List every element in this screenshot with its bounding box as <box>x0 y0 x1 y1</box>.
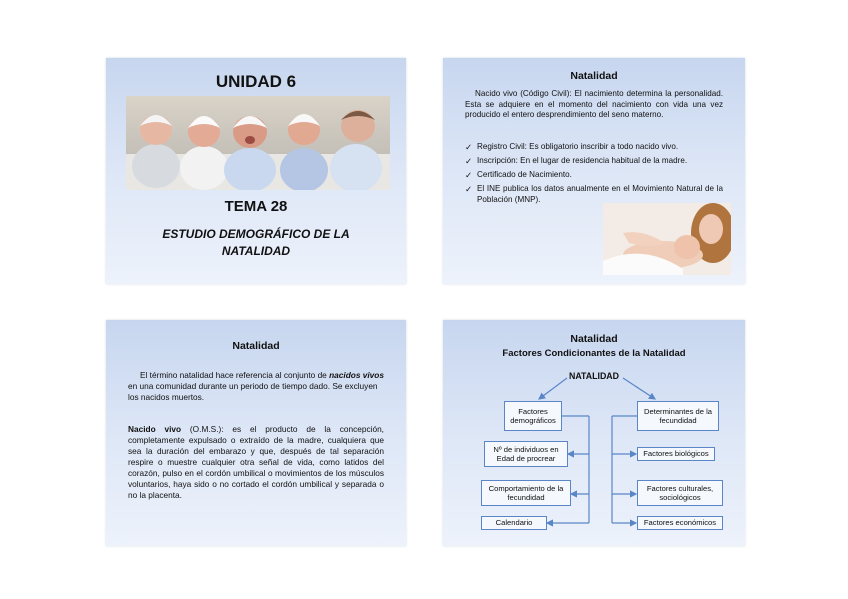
list-item-text: Certificado de Nacimiento. <box>477 170 572 180</box>
oms-paragraph <box>128 424 384 501</box>
check-icon: ✓ <box>465 170 473 181</box>
root-node-natalidad: NATALIDAD <box>569 371 620 381</box>
mother-and-baby-photo <box>603 203 731 275</box>
slide-subtitle <box>151 226 361 260</box>
list-item <box>465 170 723 181</box>
list-item <box>465 142 723 153</box>
left-item-box: Comportamiento de la fecundidad <box>481 480 571 506</box>
list-item-text: El INE publica los datos anualmente en el Movimiento Natural de la Población (MNP). <box>477 184 723 204</box>
bold-term: Nacido vivo <box>128 424 182 434</box>
subtitle-line-2: NATALIDAD <box>221 244 291 258</box>
tema-heading: TEMA 28 <box>224 198 288 215</box>
right-head-box: Determinantes de la fecundidad <box>637 401 719 431</box>
text-run: (O.M.S.): es el producto de la concepción, completamente expulsado o extraído de la madre, cualquiera que sea la duración del embarazo y que, después de tal separación respire o muestre cualquier otra señal de vida, como latidos del corazón, pulso en el cordón umbilical o movimientos de los músculos voluntarios, haya sido o no cortado el cordón umbilical y separada o no la placenta. <box>128 424 384 500</box>
list-item <box>465 156 723 167</box>
list-item-text: Registro Civil: Es obligatorio inscribir a todo nacido vivo. <box>477 142 679 151</box>
slide-factores-condicionantes <box>443 320 745 546</box>
slide-unidad-6 <box>106 58 406 284</box>
slide-natalidad-codigo-civil <box>443 58 745 284</box>
natalidad-paragraph <box>128 370 384 403</box>
slide-title: Natalidad <box>570 333 618 345</box>
slide-title: Natalidad <box>570 70 618 82</box>
list-item-text: Inscripción: En el lugar de residencia habitual de la madre. <box>477 156 688 166</box>
check-icon: ✓ <box>465 184 473 195</box>
nacido-vivo-paragraph: Nacido vivo (Código Civil): El nacimiento determina la personalidad. Esta se adquiere en el momento del nacimiento con vida una vez producido el entero desprendimiento del seno materno. <box>465 89 723 120</box>
right-item-box: Factores biológicos <box>637 447 715 461</box>
text-run: en una comunidad durante un periodo de tiempo dado. Se excluyen los nacidos muertos. <box>128 381 378 402</box>
left-item-box: Calendario <box>481 516 547 530</box>
emphasis-text: nacidos vivos <box>329 370 384 380</box>
check-icon: ✓ <box>465 156 473 167</box>
check-icon: ✓ <box>465 142 473 152</box>
left-item-box: Nº de individuos en Edad de procrear <box>484 441 568 467</box>
bullet-list <box>465 142 723 209</box>
newborn-babies-photo <box>126 96 390 190</box>
slide-subtitle: Factores Condicionantes de la Natalidad <box>502 348 686 359</box>
left-head-box: Factores demográficos <box>504 401 562 431</box>
slide-title: Natalidad <box>232 340 280 352</box>
factors-diagram-connectors <box>443 320 745 546</box>
right-item-box: Factores económicos <box>637 516 723 530</box>
right-item-box: Factores culturales, sociológicos <box>637 480 723 506</box>
subtitle-line-1: ESTUDIO DEMOGRÁFICO DE LA <box>162 227 350 241</box>
slide-natalidad-definicion <box>106 320 406 546</box>
text-run: El término natalidad hace referencia al conjunto de <box>140 370 330 380</box>
slide-title: UNIDAD 6 <box>215 72 297 91</box>
